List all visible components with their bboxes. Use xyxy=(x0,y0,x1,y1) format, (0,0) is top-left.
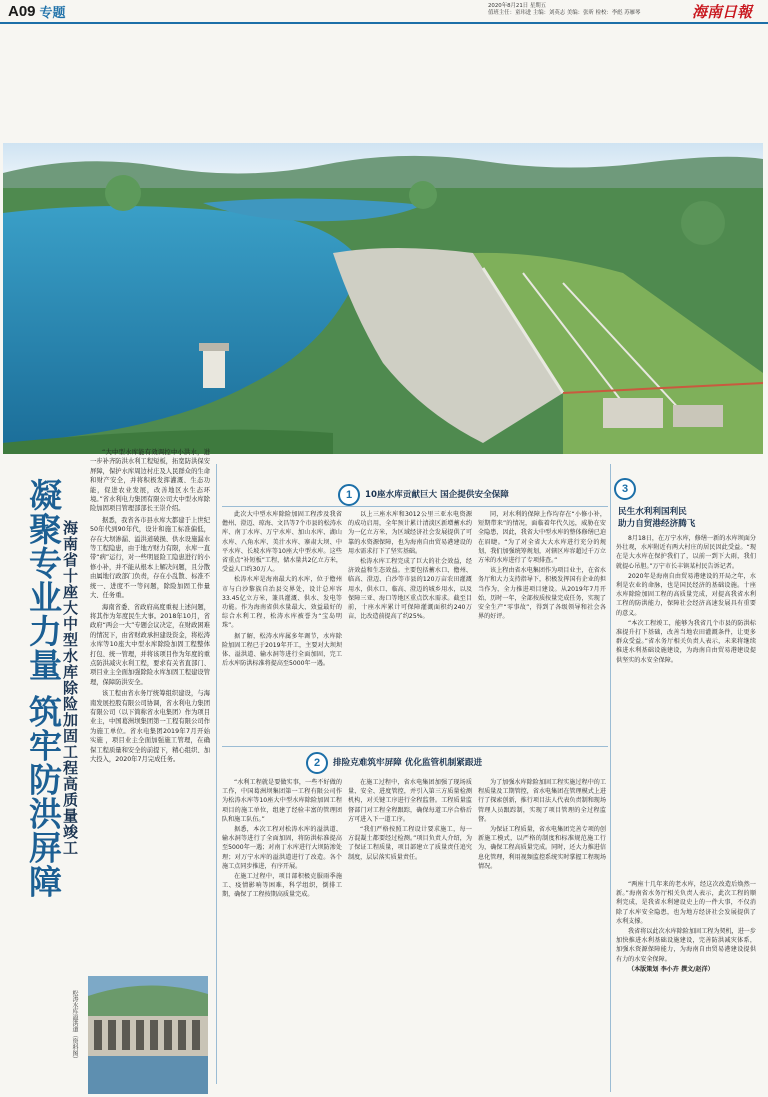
paragraph: “两座十几年来的老水库，经这次改造后焕然一新。”海南省水务厅相关负责人表示，此次工程的顺利完成，是我省水利建设史上的一件大事，不仅消除了水库安全隐患，也为地方经济社会发展提供了水利支撑。 xyxy=(616,881,756,925)
spillway-photo-caption: 松涛水库溢洪道（资料图） xyxy=(71,990,78,1062)
paragraph: 为了加强水库除险加固工程实施过程中的工程质量及工期管控，省水电集团在管理模式上进行了探索创新，推行项目法人代表负责制和现场管理人员跟踪制，实现了项目管理的全过程监督。 xyxy=(478,779,606,823)
column-divider xyxy=(610,464,611,1092)
section-2-title: 排险克难筑牢屏障 优化监管机制紧跟进 xyxy=(333,758,483,768)
intro-text xyxy=(90,448,210,988)
intro-paragraph: 据悉，我省各市县水库大都建于上世纪50年代到90年代，设计和施工标准偏低，存在大坝渗漏、溢洪道破损、供水设施漏水等工程隐患，由于地方财力有限，水库一直带“病”运行，对一些明显险工隐患进行的小修小补，并不能从根本上解决问题，且分散由属地行政部门负责，存在小乱散、标准不统一、进度不一等问题，除险加固工作量大、任务重。 xyxy=(90,516,210,600)
paragraph: “我们严格按照工程设计要求施工，每一方混凝土都要经过检测。”项目负责人介绍，为了保证工程质量，项目部建立了质量责任追究制度，层层落实质量责任。 xyxy=(348,826,472,861)
paragraph: 2020年是海南自由贸易港建设的开局之年，水利是农业的命脉，也是国民经济的基础设施。十座水库除险加固工程的高质量完成，对提高我省水利工程的防洪能力，保障社会经济高速发展具有重要的意义。 xyxy=(616,572,756,617)
article-column-7 xyxy=(478,778,606,1092)
sub-headline: 海南省十座大中型水库除险加固工程高质量竣工 xyxy=(61,520,79,856)
paragraph: 松涛水库是海南最大的水库，位于儋州市与白沙黎族自治县交界处，设计总库容33.45亿立方米，兼具灌溉、供水、发电等功能。作为海南省供水量最大、效益最好的综合水利工程，松涛水库被誉为“宝岛明珠”。 xyxy=(222,576,342,630)
spillway-photo xyxy=(88,976,208,1094)
section-3-header xyxy=(614,478,636,500)
intro-paragraph: 海南省委、省政府高度重视上述问题，将其作为年度民生大事。2018年10月，省政府“两会一大”专题会议决定，在财政困难的情况下，由省财政承担建设资金，将松涛水库等10座大中型水库除险加固工程整体打包、统一管理，并将该项目作为年度的重点防洪减灾水利工程，要求有关省直部门、项目业主全面加强除险水库加固工程建设管理，保障防洪安全。 xyxy=(90,603,210,686)
main-headline: 凝聚专业力量 筑牢防洪屏障 xyxy=(24,478,63,899)
spillway-illustration xyxy=(88,976,208,1094)
hero-reservoir-photo xyxy=(3,143,763,454)
newspaper-masthead: 海南日報 xyxy=(692,3,753,21)
page-number: A09 xyxy=(8,2,36,20)
reservoir-illustration xyxy=(3,143,763,454)
editor-credits: 值班主任：童玮进 主编：刘英志 美编：张昕 检校：李彪 苏雁琴 xyxy=(488,10,641,16)
paragraph: 此次大中型水库除险加固工程涉及我省儋州、澄迈、琼海、文昌等7个市县的松涛水库、南丁水库、万宁水库、加山水库、湖山水库、八角水库、美汁水库、寨肃大坝、中平水库、长坡水库等10座大中型水库。这些省重点“补短板”工程，储水量共2亿立方米，受益人口约30万人。 xyxy=(222,511,342,574)
paragraph: 据悉，本次工程对松涛水库的溢洪道、输水洞等进行了全面加固，将防洪标准提高至5000年一遇；对南丁水库进行大坝防渗处理；对万宁水库的溢洪道进行了改造。各个施工点同步推进，有序开展。 xyxy=(222,826,342,870)
section-3-number: 3 xyxy=(614,478,636,500)
column-divider xyxy=(216,464,217,1084)
paragraph: “水利工程就是要做实事，一些不好做的工作，中国葛洲坝集团第一工程有限公司作为松涛水库等10座大中型水库除险加固工程项目的施工单位，组建了经验丰富的管理团队和施工队伍。” xyxy=(222,779,342,823)
section-3-title-line1: 民生水利利国利民 xyxy=(618,507,687,517)
issue-meta xyxy=(488,3,684,17)
paragraph: 为保证工程质量，省水电集团完善专项的创新施工模式，以严格的制度和标准规范施工行为，确保工程高质量完成。同时，还大力推进信息化管理，利用视频监控系统实时掌握工程现场情况。 xyxy=(478,826,606,870)
article-column-8 xyxy=(616,880,756,1092)
paragraph: 以上三座水库和3012公里三亚水电资源的成功启用，全年预计累计清淡区新增蓄水约为一亿立方米，为区域经济社会发展提供了可靠的水资源保障，也为海南自由贸易港建设的用水需求打下了坚实基础。 xyxy=(348,511,472,555)
intro-paragraph: “大中型水库能有效调控中小洪水，进一步补齐防洪水利工程短板，拓宽防洪保安屏障，保护水库周边村庄及人民群众的生命和财产安全，并将积极发挥灌溉、生态功能，促进农业发展，改善地区水生态环境。”省水利电力集团有限公司大中型水库除险加固项目管理部部长王崇介绍。 xyxy=(90,449,210,513)
section-label: 专题 xyxy=(39,5,66,21)
section-3-title-line2: 助力自贸港经济腾飞 xyxy=(618,519,696,529)
paragraph: 松涛水库工程完成了巨大的社会效益，经济效益和生态效益。主要包括蓄水口、儋州、临高、澄迈、白沙等市县的120万亩农田灌溉用水，供水口、临高、澄迈的城乡用水，以及保障三亚、海口等地区重点饮水需求。截至目前，十座水库累计可保障灌溉面积约240万亩，比改造前提高了约25%。 xyxy=(348,558,472,621)
paragraph: 在施工过程中，项目部积极克服雨季施工、疫情影响等困难，科学组织，倒排工期，确保了工程按期高质量完成。 xyxy=(222,873,342,899)
article-column-5 xyxy=(222,778,342,1092)
section-1-title: 10座水库贡献巨大 国企提供安全保障 xyxy=(365,490,509,500)
article-column-6 xyxy=(348,778,472,1092)
article-column-2 xyxy=(348,510,472,730)
paragraph: 8月18日，在万宁水库，修缮一新的水库坝面分外壮观，水库附近有两大村庄的居民因此受益。“现在是大水库在保护我们了，以前一到下大雨，我们就提心吊胆。”万宁市长丰镇某村民告诉记者。 xyxy=(616,535,756,570)
section-1-header xyxy=(338,484,509,506)
section-1-number: 1 xyxy=(338,484,360,506)
section-1-rule xyxy=(222,506,608,507)
section-2-number: 2 xyxy=(306,752,328,774)
paragraph: 我省将以此次水库除险加固工程为契机，进一步加快推进水利基础设施建设，完善防洪减灾体系，加强水资源保障能力，为海南自由贸易港建设提供有力的水安全保障。 xyxy=(616,928,756,963)
section-2-rule xyxy=(222,746,608,747)
paragraph: 据了解，松涛水库属多年调节，水库除险加固工程已于2019年开工，主要对大坝坝体、溢洪道、输水洞等进行全面加固，完工后水库防洪标准将提高至5000年一遇。 xyxy=(222,632,342,668)
article-column-3 xyxy=(478,510,606,730)
issue-date: 2020年8月21日 星期五 xyxy=(488,3,547,9)
paragraph: “本次工程竣工，能够为我省几个市县的防洪标准提升打下基础，改善当地农田灌溉条件，让更多群众受益。”省水务厅相关负责人表示，未来将继续推进水利基础设施建设，为海南自由贸易港建设提供坚实的水安全保障。 xyxy=(616,619,756,664)
article-column-1 xyxy=(222,510,342,730)
section-2-header xyxy=(306,752,482,774)
paragraph: 同，对水利的保障上作均存在“小修小补，短期带来”的情况，面临着年代久远，威胁在安全隐患，因此，我省大中型水库的整体修缮已迫在眉睫。“为了对全省大大水库进行充分的规划，我们加强统筹规划，对辖区库容超过千万立方米的水库进行了专项排查。” xyxy=(478,511,606,565)
paragraph: 该上程由省水电集团作为项目业主，在省水务厅和大力支持指导下，积极发挥国有企业的担当作为，全力推进项目建设。从2019年7月开始，历时一年，全部按质按量完成任务，实现了安全生产“零事故”，得到了各级领导和社会各界的好评。 xyxy=(478,567,606,621)
byline: （本版策划 李小卉 撰文/赵洋） xyxy=(628,965,714,973)
intro-paragraph: 该工程由省水务厅统筹组织建设，与海南发展控股有限公司协调，省水利电力集团有限公司（以下简称省水电集团）作为项目业主，中国葛洲坝集团第一工程有限公司作为施工单位。省水电集团2019年7月开始实施 ，项目业主全面加强施工管理，在确保工程质量和安全的前提下，精心组织、加大投入，2020年7月完成任务。 xyxy=(90,690,210,763)
paragraph: 在施工过程中，省水电集团加强了现场质量、安全、进度管控，并引入第三方质量检测机构，对关键工序进行全程监督。工程质量监督部门对工程全程跟踪，确保每道工序合格后方可进入下一道工序。 xyxy=(348,779,472,823)
